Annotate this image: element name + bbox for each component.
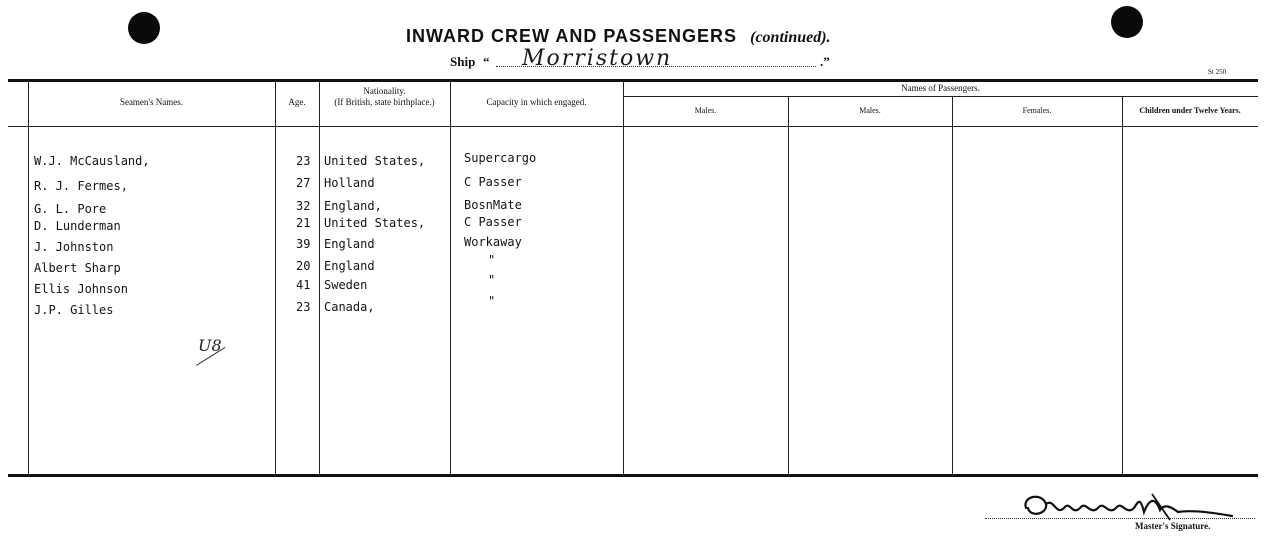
crew-name: G. L. Pore: [34, 202, 107, 216]
crew-age: 23: [296, 154, 311, 168]
column-divider: [623, 82, 624, 474]
ship-open-quote: “: [483, 54, 490, 69]
handwritten-mark: U8: [198, 336, 222, 355]
header-nationality-note: (If British, state birthplace.): [334, 97, 435, 107]
crew-capacity-ditto: ": [488, 273, 496, 287]
crew-age: 23: [296, 300, 311, 314]
header-males-2: Males.: [859, 106, 881, 115]
crew-nationality: United States,: [324, 216, 426, 230]
crew-age: 20: [296, 259, 311, 273]
column-divider: [28, 82, 29, 474]
ship-name: Morristown: [522, 46, 673, 71]
column-divider: [319, 82, 320, 474]
punch-hole-right: [1111, 6, 1143, 38]
column-divider: [788, 97, 789, 474]
header-males-1: Males.: [694, 106, 717, 115]
crew-age: 39: [296, 237, 311, 251]
crew-name: Ellis Johnson: [34, 282, 128, 296]
crew-nationality: England: [324, 259, 375, 273]
crew-nationality: Canada,: [324, 300, 375, 314]
header-children: Children under Twelve Years.: [1139, 106, 1241, 115]
crew-name: R. J. Fermes,: [34, 179, 128, 193]
header-seamen-names: Seamen's Names.: [119, 97, 184, 107]
passenger-header-divider: [623, 96, 1258, 97]
crew-capacity: Supercargo: [464, 151, 537, 165]
crew-nationality: England,: [324, 199, 382, 213]
header-females: Females.: [1022, 106, 1052, 115]
header-bottom-rule: [8, 126, 1258, 127]
crew-name: Albert Sharp: [34, 261, 121, 275]
ship-close-quote: .”: [820, 54, 830, 69]
column-divider: [952, 97, 953, 474]
column-divider: [1122, 97, 1123, 474]
crew-nationality: United States,: [324, 154, 426, 168]
header-age: Age.: [288, 97, 306, 107]
crew-age: 32: [296, 199, 311, 213]
header-nationality: [319, 86, 450, 108]
crew-capacity: C Passer: [464, 215, 522, 229]
master-signature: [1020, 490, 1240, 524]
crew-age: 27: [296, 176, 311, 190]
punch-hole-left: [128, 12, 160, 44]
crew-capacity: Workaway: [464, 235, 522, 249]
column-divider: [275, 82, 276, 474]
crew-capacity-ditto: ": [488, 294, 496, 308]
crew-nationality: Sweden: [324, 278, 368, 292]
crew-nationality: England: [324, 237, 375, 251]
master-signature-label: Master's Signature.: [1135, 521, 1211, 531]
crew-capacity: BosnMate: [464, 198, 522, 212]
crew-capacity: C Passer: [464, 175, 522, 189]
title-text: INWARD CREW AND PASSENGERS: [406, 26, 738, 46]
crew-age: 41: [296, 278, 311, 292]
crew-name: J. Johnston: [34, 240, 114, 254]
header-capacity: Capacity in which engaged.: [486, 97, 587, 107]
column-divider: [450, 82, 451, 474]
ship-line: [450, 46, 840, 72]
crew-name: J.P. Gilles: [34, 303, 114, 317]
crew-table: [8, 79, 1258, 477]
title-suffix: (continued).: [750, 29, 831, 46]
header-names-of-passengers: Names of Passengers.: [901, 83, 980, 93]
crew-age: 21: [296, 216, 311, 230]
crew-name: D. Lunderman: [34, 219, 121, 233]
crew-capacity-ditto: ": [488, 253, 496, 267]
crew-name: W.J. McCausland,: [34, 154, 150, 168]
ship-label: Ship: [450, 54, 476, 69]
form-number: St 250: [1208, 68, 1227, 76]
form-title: [406, 26, 831, 47]
header-nationality-label: Nationality.: [363, 86, 406, 96]
crew-nationality: Holland: [324, 176, 375, 190]
